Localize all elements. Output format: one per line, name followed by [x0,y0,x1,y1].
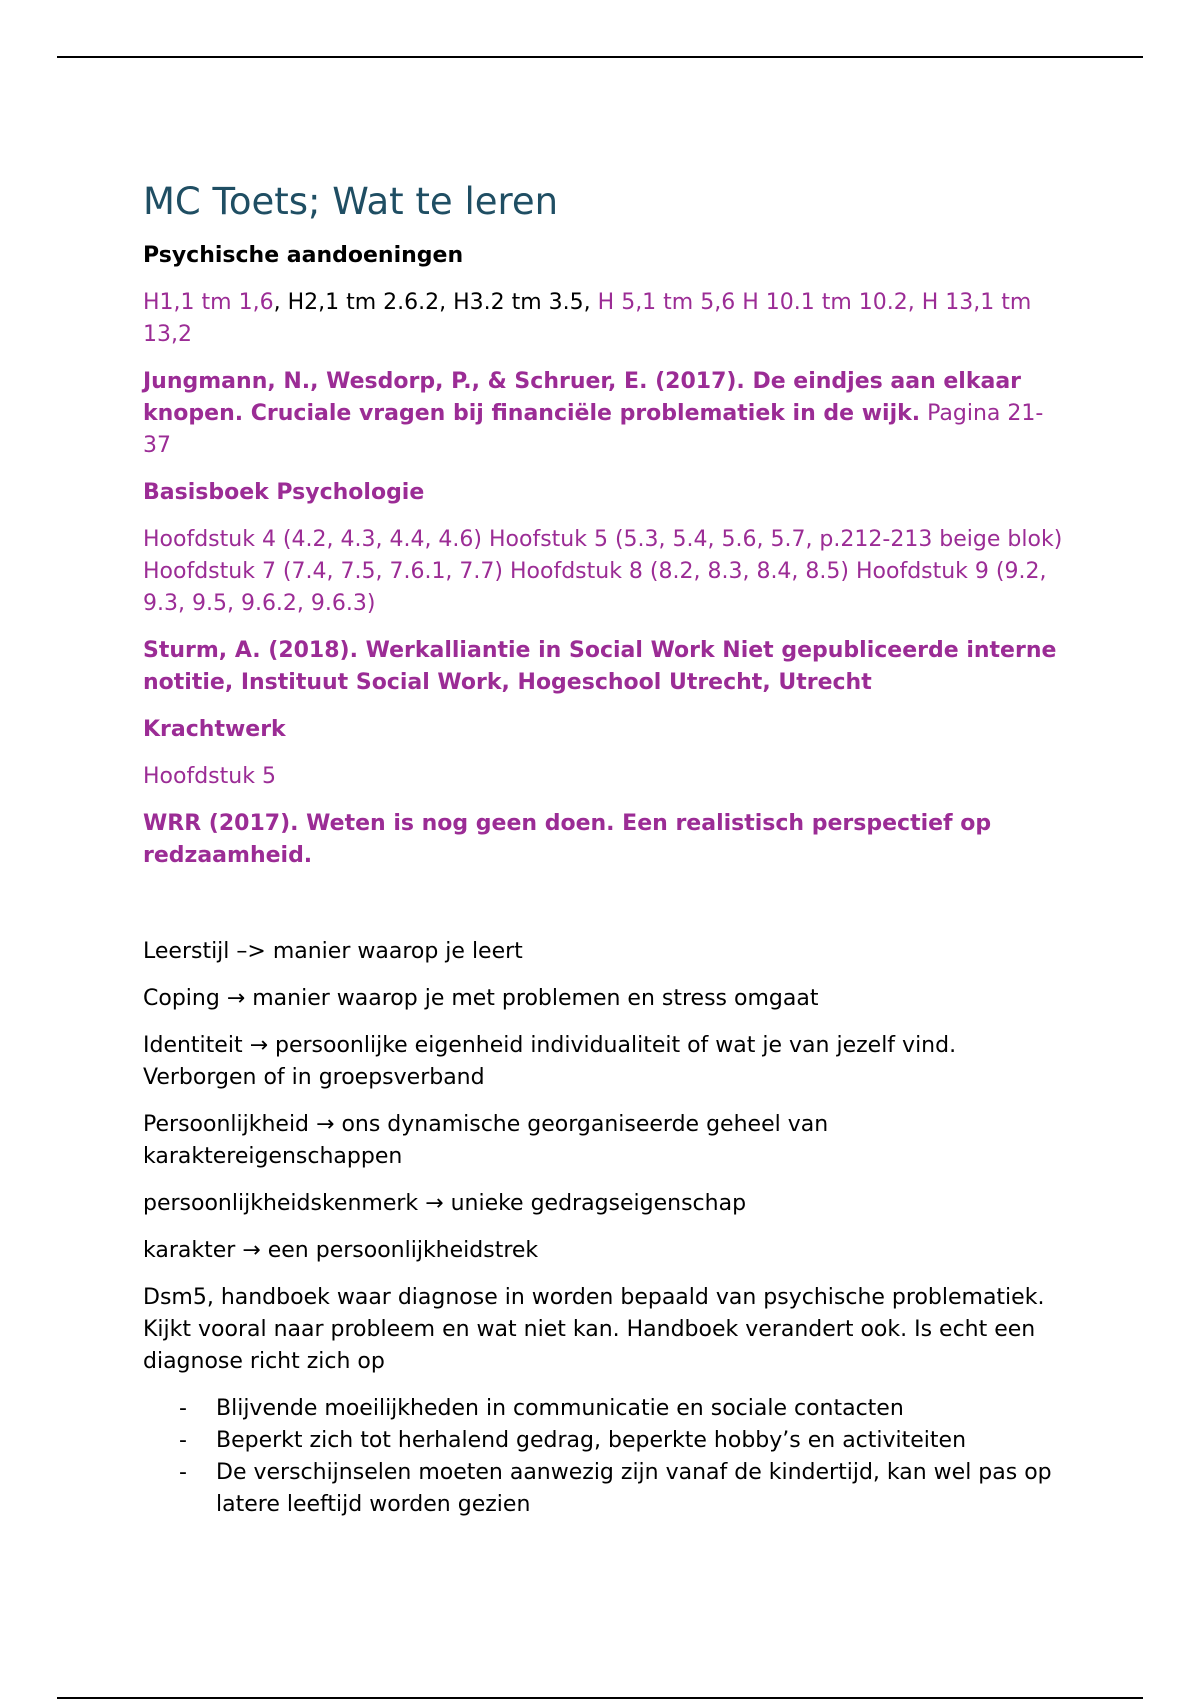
section-heading-psychische-aandoeningen: Psychische aandoeningen [143,243,464,268]
reference-jungmann-pages: Pagina 21- 37 [143,401,1044,458]
list-item: - Beperkt zich tot herhalend gedrag, beperkte hobby’s en activiteiten [143,1425,1063,1457]
chapter-range-h5-h13: H 5,1 tm 5,6 H 10.1 tm 10.2, H 13,1 tm 13,2 [143,290,1032,347]
page-bottom-rule [57,1697,1143,1699]
reference-wrr: WRR (2017). Weten is nog geen doen. Een realistisch perspectief op redzaamheid. [143,811,992,868]
reference-sturm: Sturm, A. (2018). Werkalliantie in Social Work Niet gepubliceerde interne notitie, Instituut Social Work, Hogeschool Utrecht, Utrecht [143,638,1057,695]
note-leerstijl: Leerstijl –> manier waarop je leert [143,939,523,964]
page-top-rule [57,56,1143,58]
dsm5-criteria-list [143,1393,1063,1521]
note-coping: Coping → manier waarop je met problemen en stress omgaat [143,986,819,1011]
reference-krachtwerk-heading: Krachtwerk [143,717,286,742]
note-persoonlijkheid: Persoonlijkheid → ons dynamische georganiseerde geheel van karaktereigenschappen [143,1112,829,1169]
chapter-list [143,287,1063,351]
reference-basisboek-chapters: Hoofdstuk 4 (4.2, 4.3, 4.4, 4.6) Hoofstuk 5 (5.3, 5.4, 5.6, 5.7, p.212-213 beige blok) Hoofdstuk 7 (7.4, 7.5, 7.6.1, 7.7) Hoofdstuk 8 (8.2, 8.3, 8.4, 8.5) Hoofdstuk 9 (9.2, 9.3, 9.5, 9.6.2, 9.6.3) [143,527,1063,616]
note-karakter: karakter → een persoonlijkheidstrek [143,1238,539,1263]
chapter-separator-2 [591,290,598,315]
reference-krachtwerk-chapters: Hoofdstuk 5 [143,764,276,789]
section-spacer [143,887,1063,936]
reference-basisboek-heading: Basisboek Psychologie [143,480,425,505]
note-persoonlijkheidskenmerk: persoonlijkheidskenmerk → unieke gedragseigenschap [143,1191,747,1216]
chapter-separator-1: , [273,290,288,315]
document-body [143,178,1063,1521]
page-title: MC Toets; Wat te leren [143,180,559,223]
list-item: - De verschijnselen moeten aanwezig zijn vanaf de kindertijd, kan wel pas op latere leeftijd worden gezien [143,1457,1063,1521]
list-item: - Blijvende moeilijkheden in communicatie en sociale contacten [143,1393,1063,1425]
reference-jungmann [143,366,1063,462]
reference-jungmann-citation: Jungmann, N., Wesdorp, P., & Schruer, E. (2017). De eindjes aan elkaar knopen. Cruciale vragen bij financiële problematiek in de wijk. [143,369,1022,426]
note-identiteit: Identiteit → persoonlijke eigenheid individualiteit of wat je van jezelf vind. Verborgen of in groepsverband [143,1033,957,1090]
chapter-range-h1: H1,1 tm 1,6 [143,290,274,315]
note-dsm5: Dsm5, handboek waar diagnose in worden bepaald van psychische problematiek. Kijkt vooral naar probleem en wat niet kan. Handboek verandert ook. Is echt een diagnose richt zich op [143,1285,1045,1374]
chapter-range-h2-h3: H2,1 tm 2.6.2, H3.2 tm 3.5, [287,290,591,315]
